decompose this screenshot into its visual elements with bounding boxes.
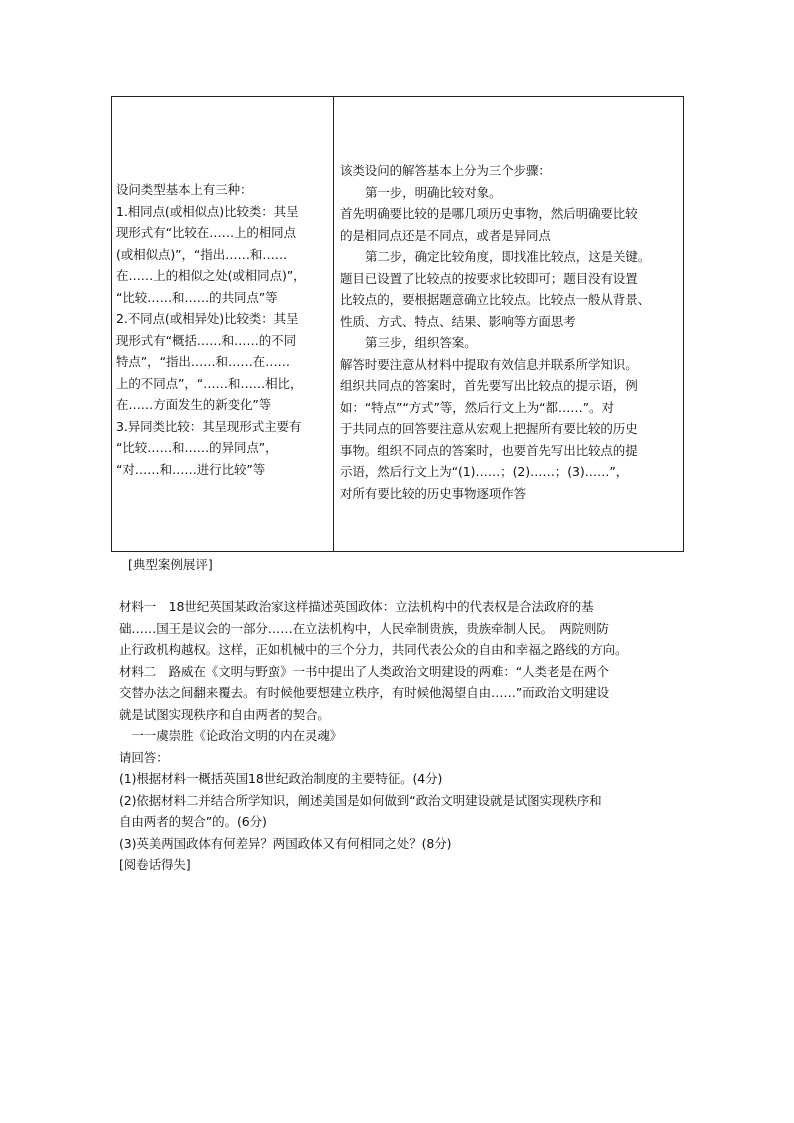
cell-line: “比较……和……的共同点”等 [116, 289, 278, 305]
cell-line: (或相似点)”，“指出……和…… [116, 246, 288, 262]
cell-line: 事物。组织不同点的答案时，也要首先写出比较点的提 [340, 442, 638, 458]
question-item: (1)根据材料一概括英国18世纪政治制度的主要特征。(4分) [119, 771, 443, 786]
source-citation: 一一虞崇胜《论政治文明的内在灵魂》 [119, 728, 343, 743]
question-item: 自由两者的契合”的。(6分) [119, 814, 267, 829]
method-table [111, 96, 684, 552]
section-title: [典型案例展评] [128, 557, 213, 572]
table-cell-answer-steps [340, 160, 683, 504]
table-cell-question-types [116, 179, 330, 480]
cell-line: 对所有要比较的历史事物逐项作答 [340, 485, 527, 501]
cell-line: 如：“特点”“方式”等，然后行文上为“都……”。对 [340, 399, 614, 415]
subsection-title: [阅卷话得失] [119, 857, 191, 872]
cell-line: 现形式有“比较在……上的相同点 [116, 225, 296, 240]
question-item: (2)依据材料二并结合所学知识，阐述美国是如何做到“政治文明建设就是试图实现秩序和 [119, 792, 602, 808]
cell-line: 特点”，“指出……和……在…… [116, 354, 290, 369]
cell-line: 组织共同点的答案时，首先要写出比较点的提示语，例 [340, 378, 638, 393]
question-item: (3)英美两国政体有何差异？两国政体又有何相同之处？(8分) [119, 835, 452, 851]
cell-line: 的是相同点还是不同点，或者是异同点 [340, 227, 551, 243]
step-heading: 第二步，确定比较角度，即找准比较点，这是关键。 [365, 249, 651, 264]
prompt-label: 请回答： [119, 749, 169, 765]
cell-line: 首先明确要比较的是哪几项历史事物，然后明确要比较 [340, 206, 638, 221]
step-heading: 第三步，组织答案。 [365, 335, 477, 350]
cell-line: 在……上的相似之处(或相同点)”， [116, 268, 306, 283]
cell-line: 题目已设置了比较点的按要求比较即可；题目没有设置 [340, 270, 638, 286]
cell-line: 该类设问的解答基本上分为三个步骤： [340, 163, 551, 178]
material-line: 材料一 18世纪英国某政治家这样描述英国政体：立法机构中的代表权是合法政府的基 [119, 599, 594, 614]
cell-line: 上的不同点”，“……和……相比， [116, 375, 303, 391]
cell-line: 解答时要注意从材料中提取有效信息并联系所学知识。 [340, 356, 638, 372]
cell-line: 在……方面发生的新变化”等 [116, 397, 272, 412]
material-line: 止行政机构越权。这样，正如机械中的三个分力，共同代表公众的自由和幸福之路线的方向。 [119, 642, 628, 657]
step-heading: 第一步，明确比较对象。 [365, 184, 502, 200]
cell-line: 现形式有“概括……和……的不同 [116, 332, 296, 348]
cell-line: 1.相同点(或相似点)比较类：其呈 [116, 203, 299, 219]
table-divider [333, 97, 334, 551]
cell-line: 性质、方式、特点、结果、影响等方面思考 [340, 313, 576, 329]
cell-line: 于共同点的回答要注意从宏观上把握所有要比较的历史 [340, 421, 638, 436]
cell-line: 设问类型基本上有三种： [116, 182, 253, 197]
material-line: 就是试图实现秩序和自由两者的契合。 [119, 706, 330, 722]
cell-line: 示语，然后行文上为“(1)……；(2)……；(3)……”， [340, 464, 629, 479]
cell-line: 比较点的，要根据题意确立比较点。比较点一般从背景、 [340, 292, 651, 307]
cell-line: “对……和……进行比较”等 [116, 461, 266, 477]
cell-line: “比较……和……的异同点”， [116, 440, 278, 455]
material-line: 础……国王是议会的一部分……在立法机构中，人民牵制贵族，贵族牵制人民。 两院则防 [119, 620, 609, 636]
cell-line: 2.不同点(或相异处)比较类：其呈 [116, 311, 299, 326]
material-line: 交替办法之间翻来覆去。有时候他要想建立秩序，有时候他渴望自由……”而政治文明建设 [119, 685, 609, 700]
case-material [119, 596, 689, 876]
cell-line: 3.异同类比较：其呈现形式主要有 [116, 418, 302, 434]
material-line: 材料二 路威在《文明与野蛮》一书中提出了人类政治文明建设的两难：“人类老是在两个 [119, 663, 609, 679]
